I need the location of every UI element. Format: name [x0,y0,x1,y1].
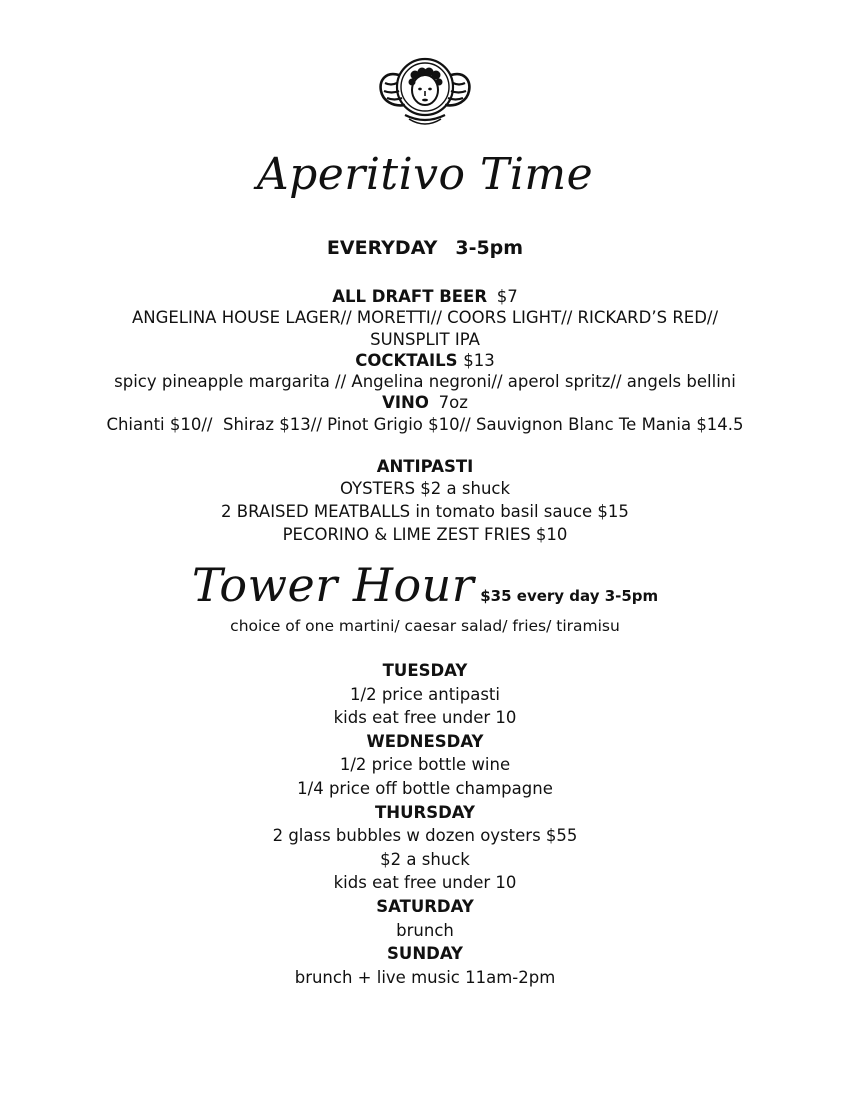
tower-hour-title: Tower Hour [191,558,475,612]
cherub-angel-logo-icon [375,45,475,130]
cocktails-list: spicy pineapple margarita // Angelina negroni// aperol spritz// angels bellini [114,372,736,392]
thursday-item: kids eat free under 10 [333,873,517,893]
vino-size: 7oz [438,393,468,413]
cocktails-heading-row [0,350,850,371]
vino-heading: VINO [382,393,429,413]
daily-specials-section [0,659,850,989]
thursday-item: $2 a shuck [380,849,470,869]
sunday-item: brunch + live music 11am-2pm [294,967,556,987]
sunday-heading: SUNDAY [387,944,463,964]
wednesday-item: 1/2 price bottle wine [339,755,511,775]
beer-heading: ALL DRAFT BEER [332,287,488,306]
beer-list-line-1: ANGELINA HOUSE LAGER// MORETTI// COORS LIGHT// RICKARD’S RED// [131,308,719,328]
saturday-item: brunch [396,920,454,940]
page-title: Aperitivo Time [256,149,594,200]
tower-hour-description: choice of one martini/ caesar salad/ fries/ tiramisu [230,617,620,635]
beer-list-line-2: SUNSPLIT IPA [370,329,480,349]
antipasti-section [0,456,850,546]
saturday-heading: SATURDAY [376,896,474,916]
everyday-hours [0,235,850,261]
tuesday-heading: TUESDAY [382,661,468,680]
cocktails-price: $13 [463,350,495,370]
vino-heading-row [0,392,850,413]
tower-hour-price: $35 every day 3-5pm [480,587,659,605]
thursday-item: 2 glass bubbles w dozen oysters $55 [272,826,578,846]
tower-hour-row [0,555,850,615]
antipasti-item: OYSTERS $2 a shuck [339,479,511,499]
antipasti-item: PECORINO & LIME ZEST FRIES $10 [282,525,568,545]
everyday-label: EVERYDAY [326,237,438,259]
cocktails-heading: COCKTAILS [355,350,458,370]
everyday-time: 3-5pm [455,237,524,259]
tuesday-item: kids eat free under 10 [333,708,517,728]
wednesday-heading: WEDNESDAY [366,731,484,751]
vino-list: Chianti $10// Shiraz $13// Pinot Grigio $10// Sauvignon Blanc Te Mania $14.5 [106,414,744,434]
drinks-section [0,286,850,435]
wednesday-item: 1/4 price off bottle champagne [297,778,553,798]
antipasti-heading: ANTIPASTI [376,457,474,476]
thursday-heading: THURSDAY [375,802,475,822]
beer-heading-row [0,286,850,307]
antipasti-item: 2 BRAISED MEATBALLS in tomato basil sauce $15 [221,502,629,522]
tuesday-item: 1/2 price antipasti [350,684,500,704]
beer-price: $7 [496,287,518,306]
